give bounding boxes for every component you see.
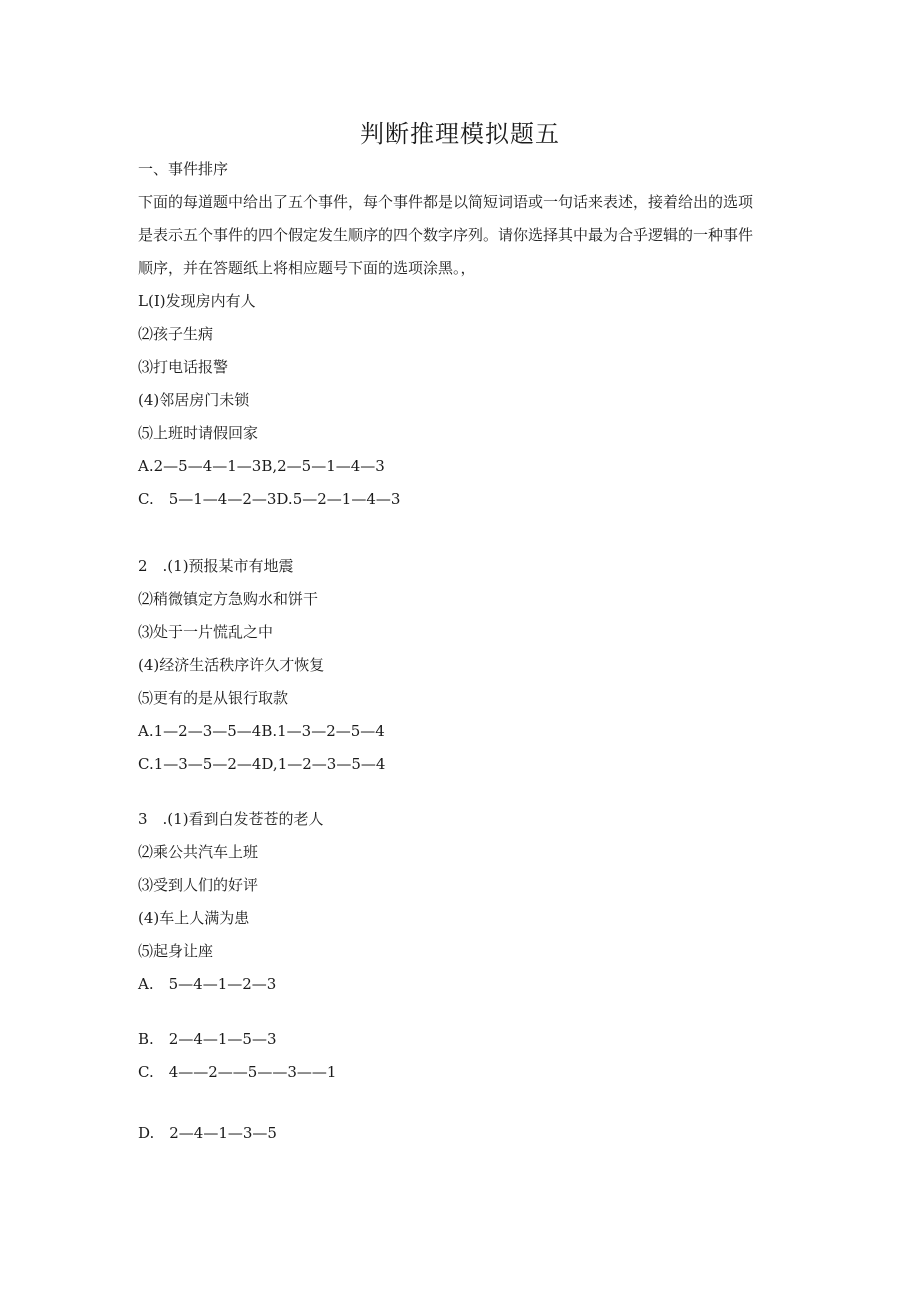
- question-event: ⑶处于一片慌乱之中: [138, 623, 274, 641]
- answer-options: A.1—2—3—5—4B.1—3—2—5—4: [138, 722, 385, 740]
- instructions-line: 下面的每道题中给出了五个事件，每个事件都是以简短词语或一句话来表述，接着给出的选项: [138, 193, 754, 211]
- answer-options: C.1—3—5—2—4D,1—2—3—5—4: [138, 755, 386, 773]
- question-event: ⑵乘公共汽车上班: [138, 843, 259, 861]
- answer-option: B. 2—4—1—5—3: [138, 1030, 277, 1048]
- question-event: (4)车上人满为患: [138, 909, 250, 927]
- answer-option: A. 5—4—1—2—3: [138, 975, 277, 993]
- document-title: 判断推理模拟题五: [360, 120, 560, 148]
- question-event: ⑸上班时请假回家: [138, 424, 259, 442]
- question-event: ⑵稍微镇定方急购水和饼干: [138, 590, 319, 608]
- instructions-line: 顺序，并在答题纸上将相应题号下面的选项涂黑。，: [138, 259, 476, 277]
- answer-options: C. 5—1—4—2—3D.5—2—1—4—3: [138, 490, 401, 508]
- question-event: ⑸起身让座: [138, 942, 214, 960]
- question-event: 3 .(1)看到白发苍苍的老人: [138, 810, 324, 828]
- question-event: ⑶受到人们的好评: [138, 876, 259, 894]
- question-event: ⑸更有的是从银行取款: [138, 689, 289, 707]
- question-event: ⑶打电话报警: [138, 358, 229, 376]
- question-event: (4)邻居房门未锁: [138, 391, 250, 409]
- answer-option: D. 2—4—1—3—5: [138, 1124, 277, 1142]
- section-heading: 一、事件排序: [138, 160, 229, 178]
- question-event: (4)经济生活秩序许久才恢复: [138, 656, 325, 674]
- answer-option: C. 4——2——5——3——1: [138, 1063, 337, 1081]
- question-event: 2 .(1)预报某市有地震: [138, 557, 294, 575]
- question-event: L(I)发现房内有人: [138, 292, 256, 310]
- instructions-line: 是表示五个事件的四个假定发生顺序的四个数字序列。请你选择其中最为合乎逻辑的一种事件: [138, 226, 754, 244]
- answer-options: A.2—5—4—1—3B,2—5—1—4—3: [138, 457, 385, 475]
- question-event: ⑵孩子生病: [138, 325, 214, 343]
